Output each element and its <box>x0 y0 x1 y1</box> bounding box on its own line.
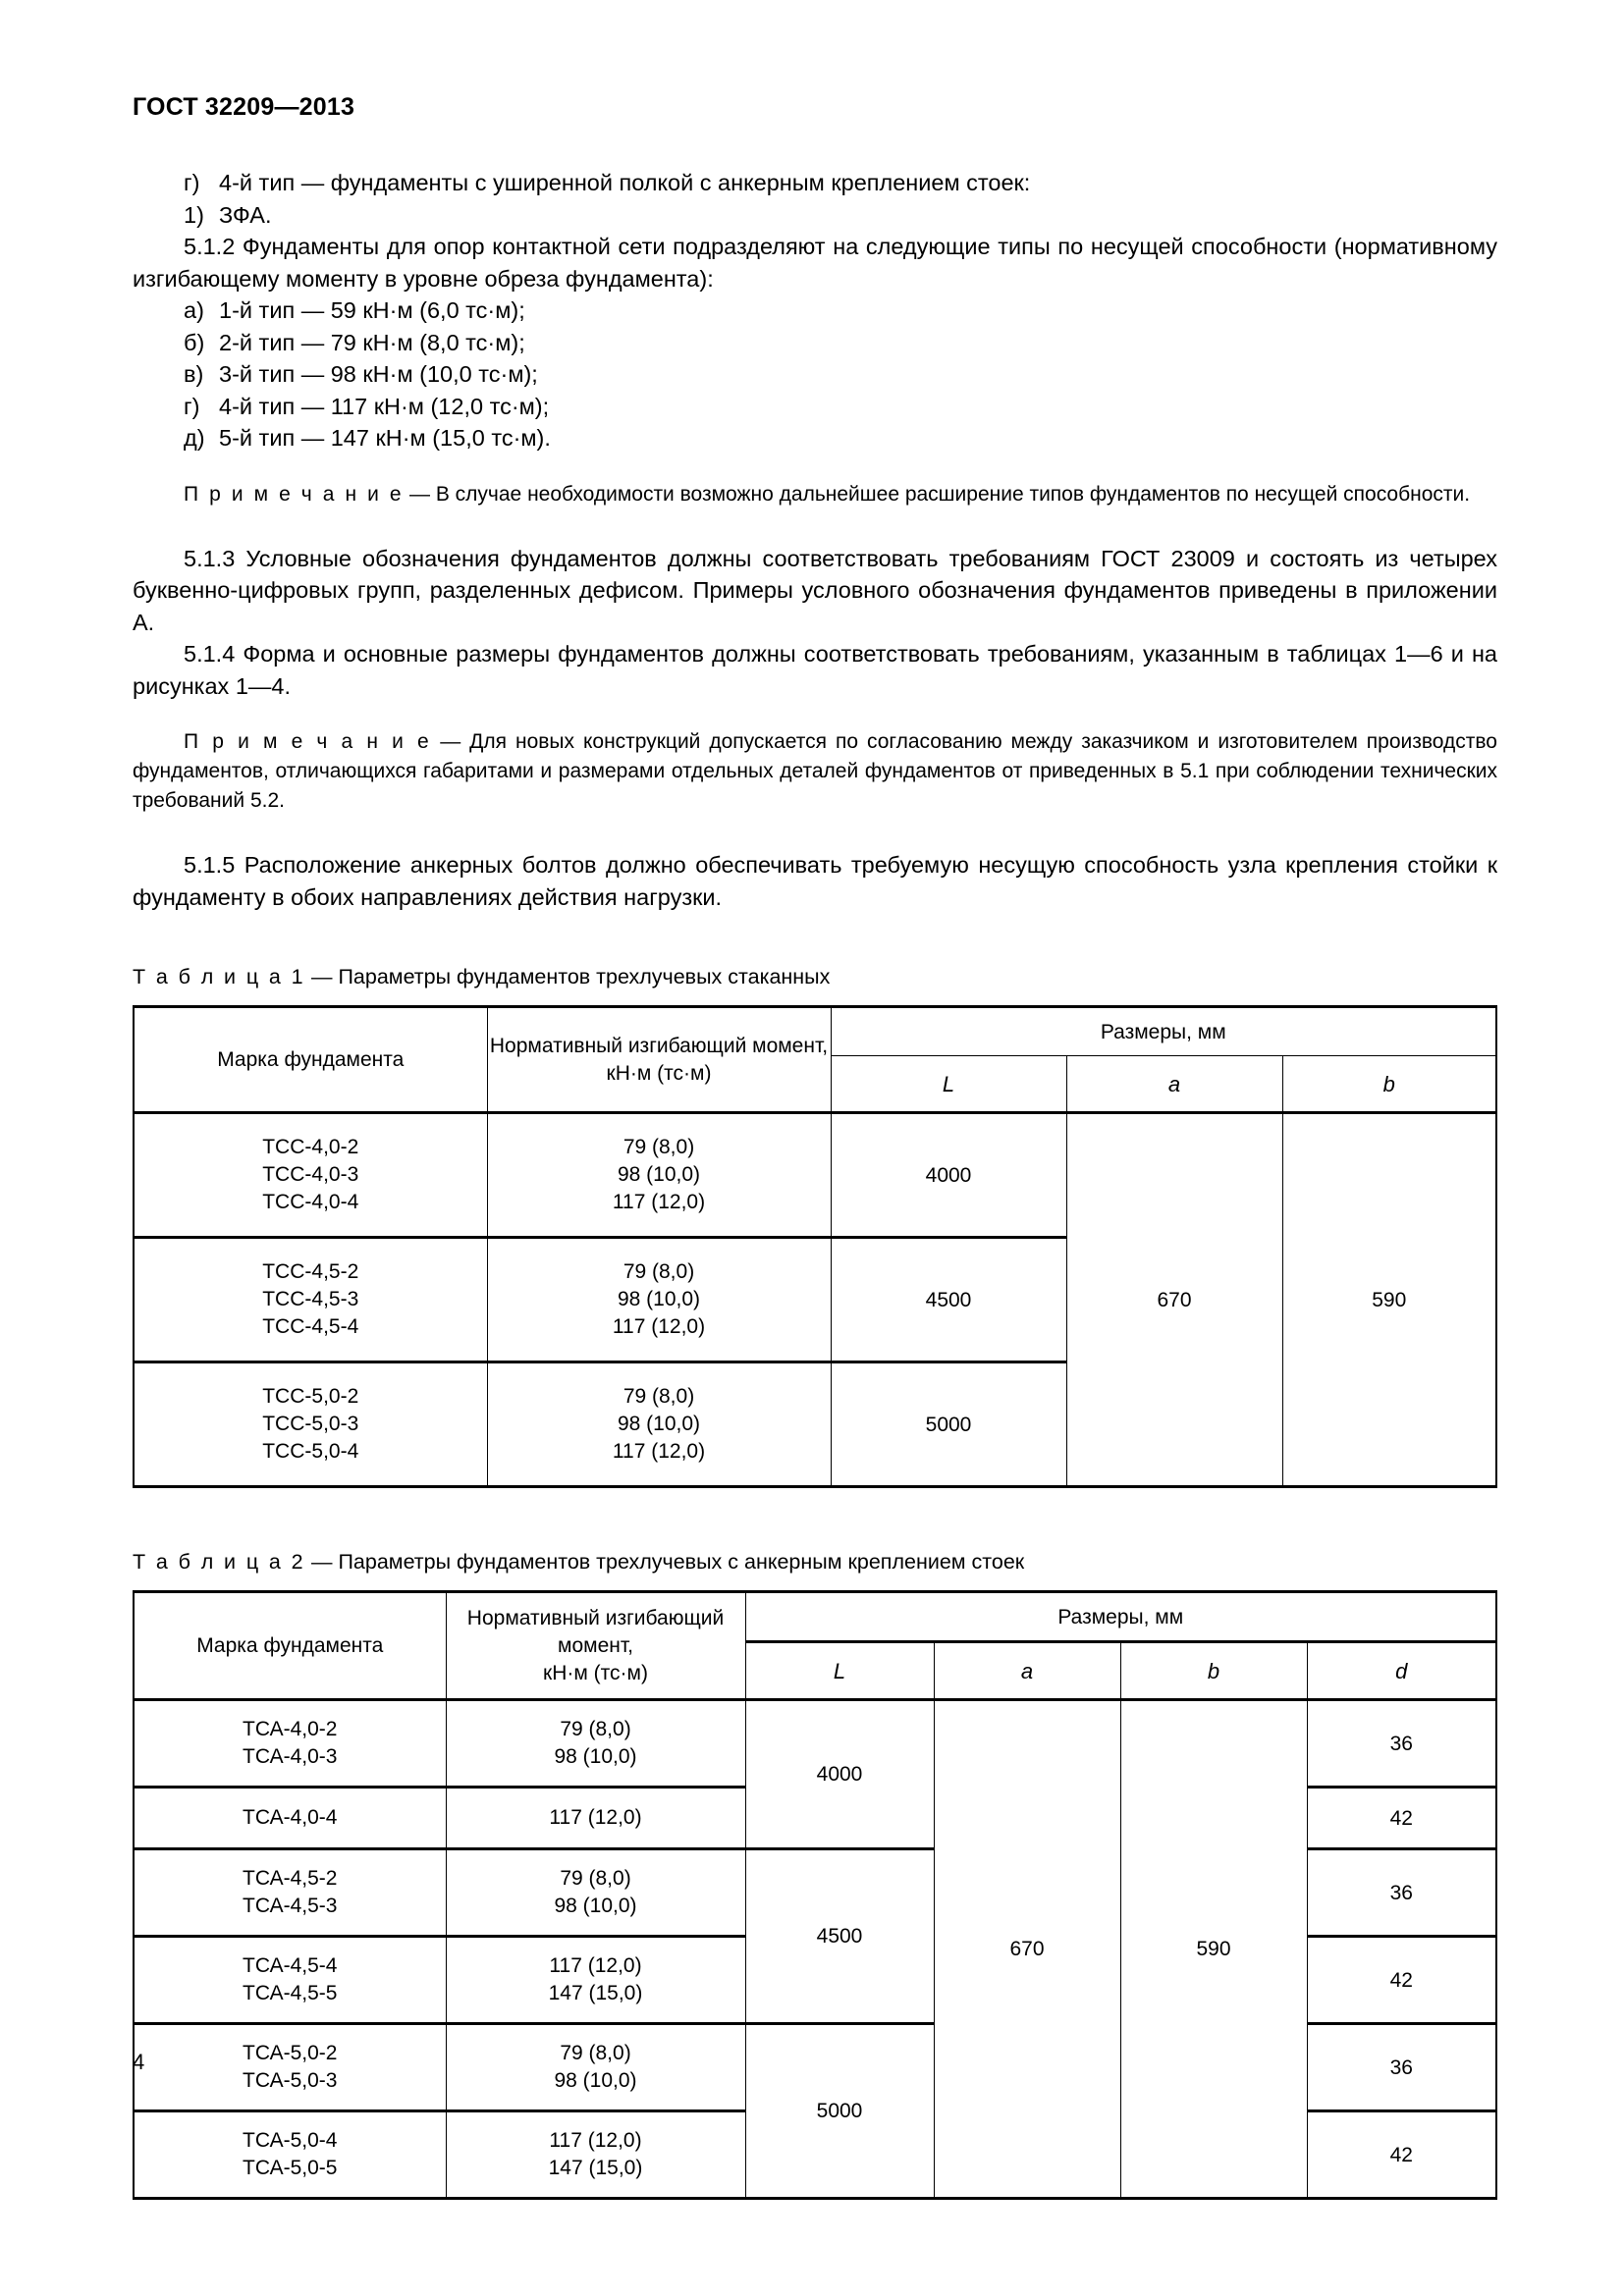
th-moment <box>446 1592 745 1700</box>
cell-moment <box>446 2111 745 2199</box>
list-marker: а) <box>184 297 204 323</box>
th-mark: Марка фундамента <box>134 1592 446 1700</box>
mark-line: ТСА-4,5-3 <box>243 1895 338 1917</box>
clause-5-1-2: 5.1.2 Фундаменты для опор контактной сети подразделяют на следующие типы по несущей способности (нормативному изгибающему моменту в уровне обреза фундамента): <box>133 234 1497 292</box>
mark-line: ТСА-5,0-5 <box>243 2157 338 2179</box>
list-item-text: 2-й тип — 79 кН·м (8,0 тс·м); <box>219 329 525 355</box>
cell-mark <box>134 1788 446 1849</box>
cell-mark <box>134 2111 446 2199</box>
cell-moment <box>446 1849 745 1937</box>
moment-line: 117 (12,0) <box>612 1315 706 1338</box>
list-marker: г) <box>184 170 200 195</box>
moment-line: 117 (12,0) <box>549 1806 642 1829</box>
table-1-label: Т а б л и ц а 1 <box>133 965 306 988</box>
spacer <box>133 816 1497 849</box>
moment-line: 98 (10,0) <box>617 1288 701 1310</box>
moment-line: 79 (8,0) <box>623 1385 695 1408</box>
cell-mark <box>134 1937 446 2024</box>
spacer <box>133 1488 1497 1522</box>
mark-line: ТСА-5,0-2 <box>243 2042 338 2064</box>
th-dim-d: d <box>1307 1642 1496 1700</box>
clause-5-1-3: 5.1.3 Условные обозначения фундаментов должны соответствовать требованиям ГОСТ 23009 и состоять из четырех буквенно-цифровых групп, разделенных дефисом. Примеры условного обозначения фундаментов приведены в приложении А. <box>133 545 1497 635</box>
list-item-text: ЗФА. <box>219 201 272 228</box>
table-1-title: — Параметры фундаментов трехлучевых стаканных <box>305 965 831 988</box>
list-item-text: 4-й тип — 117 кН·м (12,0 тс·м); <box>219 393 550 419</box>
list-item-type-v <box>133 358 1497 391</box>
table-2-label: Т а б л и ц а 2 <box>133 1550 306 1574</box>
list-item-type-d <box>133 422 1497 454</box>
list-item-text: 5-й тип — 147 кН·м (15,0 тс·м). <box>219 425 551 451</box>
th-dim-L: L <box>831 1056 1066 1113</box>
mark-line: ТСА-5,0-3 <box>243 2069 338 2092</box>
moment-line: 117 (12,0) <box>612 1191 706 1213</box>
list-item-type-g <box>133 391 1497 423</box>
mark-line: ТСА-5,0-4 <box>243 2129 338 2152</box>
th-moment-line-2: кН·м (тс·м) <box>606 1061 712 1085</box>
list-item-text: 1-й тип — 59 кН·м (6,0 тс·м); <box>219 297 525 323</box>
th-moment <box>487 1007 831 1113</box>
list-item-g <box>133 167 1497 199</box>
cell-dim-a: 670 <box>1066 1113 1282 1487</box>
moment-line: 79 (8,0) <box>623 1136 695 1158</box>
table-1 <box>133 1005 1497 1488</box>
cell-moment <box>487 1238 831 1362</box>
cell-moment <box>446 2024 745 2111</box>
table-row <box>134 1700 1496 1788</box>
cell-dim-d: 36 <box>1307 1700 1496 1788</box>
cell-mark <box>134 1113 487 1238</box>
cell-dim-b: 590 <box>1282 1113 1496 1487</box>
mark-line: ТСС-4,5-2 <box>262 1260 359 1283</box>
cell-dim-d: 42 <box>1307 1788 1496 1849</box>
table-row <box>134 1007 1496 1056</box>
cell-dim-L: 4500 <box>745 1849 934 2024</box>
spacer <box>133 702 1497 727</box>
th-dim-L: L <box>745 1642 934 1700</box>
moment-line: 79 (8,0) <box>560 1867 631 1890</box>
mark-line: ТСА-4,5-4 <box>243 1954 338 1977</box>
cell-dim-L: 5000 <box>831 1362 1066 1487</box>
list-item-type-b <box>133 327 1497 359</box>
cell-mark <box>134 1849 446 1937</box>
cell-dim-L: 4000 <box>745 1700 934 1849</box>
list-marker: б) <box>184 329 205 355</box>
note-2 <box>133 727 1497 816</box>
list-item-text: 3-й тип — 98 кН·м (10,0 тс·м); <box>219 361 538 387</box>
list-item-type-a <box>133 294 1497 327</box>
mark-line: ТСС-4,0-2 <box>262 1136 359 1158</box>
moment-line: 98 (10,0) <box>554 1745 637 1768</box>
note-1 <box>133 480 1497 509</box>
cell-dim-d: 42 <box>1307 2111 1496 2199</box>
table-2-title: — Параметры фундаментов трехлучевых с анкерным креплением стоек <box>305 1550 1025 1574</box>
moment-line: 98 (10,0) <box>554 2069 637 2092</box>
mark-line: ТСС-5,0-3 <box>262 1413 359 1435</box>
mark-line: ТСС-4,0-3 <box>262 1163 359 1186</box>
spacer <box>133 946 1497 962</box>
mark-line: ТСА-4,5-5 <box>243 1982 338 2004</box>
list-marker: 1) <box>184 201 204 228</box>
cell-dim-d: 42 <box>1307 1937 1496 2024</box>
cell-moment <box>446 1700 745 1788</box>
page-content <box>133 93 1497 2200</box>
document-standard-header: ГОСТ 32209—2013 <box>133 93 355 121</box>
cell-dim-d: 36 <box>1307 1849 1496 1937</box>
th-sizes: Размеры, мм <box>745 1592 1496 1642</box>
th-moment-line-1: Нормативный изгибающий момент, <box>489 1034 829 1057</box>
table-1-body <box>134 1113 1496 1487</box>
table-row <box>134 1592 1496 1642</box>
clause-5-1-4: 5.1.4 Форма и основные размеры фундаментов должны соответствовать требованиям, указанным в таблицах 1—6 и на рисунках 1—4. <box>133 641 1497 699</box>
table-2 <box>133 1590 1497 2200</box>
list-marker: д) <box>184 425 205 451</box>
moment-line: 79 (8,0) <box>560 1718 631 1740</box>
th-dim-b: b <box>1282 1056 1496 1113</box>
cell-moment <box>446 1788 745 1849</box>
th-moment-line-1: Нормативный изгибающий момент, <box>466 1606 725 1657</box>
moment-line: 147 (15,0) <box>548 1982 643 2004</box>
table-1-caption <box>133 962 1497 991</box>
mark-line: ТСА-4,5-2 <box>243 1867 338 1890</box>
mark-line: ТСА-4,0-3 <box>243 1745 338 1768</box>
moment-line: 79 (8,0) <box>560 2042 631 2064</box>
th-mark: Марка фундамента <box>134 1007 487 1113</box>
spacer <box>133 454 1497 480</box>
moment-line: 117 (12,0) <box>612 1440 706 1463</box>
mark-line: ТСС-4,0-4 <box>262 1191 359 1213</box>
th-dim-b: b <box>1120 1642 1307 1700</box>
table-1-head <box>134 1007 1496 1113</box>
table-2-caption <box>133 1547 1497 1576</box>
th-dim-a: a <box>934 1642 1120 1700</box>
page-number: 4 <box>133 2050 145 2074</box>
list-marker: в) <box>184 361 204 387</box>
cell-dim-L: 4500 <box>831 1238 1066 1362</box>
spacer <box>133 913 1497 946</box>
table-2-body <box>134 1700 1496 2199</box>
cell-dim-a: 670 <box>934 1700 1120 2199</box>
mark-line: ТСА-4,0-4 <box>243 1806 338 1829</box>
clause-5-1-5: 5.1.5 Расположение анкерных болтов должно обеспечивать требуемую несущую способность узла крепления стойки к фундаменту в обоих направлениях действия нагрузки. <box>133 852 1497 910</box>
cell-moment <box>446 1937 745 2024</box>
note-label: П р и м е ч а н и е <box>184 482 405 506</box>
moment-line: 98 (10,0) <box>617 1413 701 1435</box>
cell-moment <box>487 1362 831 1487</box>
cell-mark <box>134 1700 446 1788</box>
cell-dim-b: 590 <box>1120 1700 1307 2199</box>
cell-dim-L: 4000 <box>831 1113 1066 1238</box>
table-2-head <box>134 1592 1496 1700</box>
mark-line: ТСА-4,0-2 <box>243 1718 338 1740</box>
cell-dim-L: 5000 <box>745 2024 934 2199</box>
note-text: — Для новых конструкций допускается по согласованию между заказчиком и изготовителем производство фундаментов, отличающихся габаритами и размерами отдельных деталей фундаментов от приведенных в 5.1 при соблюдении технических требований 5.2. <box>133 730 1497 812</box>
note-text: — В случае необходимости возможно дальнейшее расширение типов фундаментов по несущей способности. <box>404 482 1471 506</box>
mark-line: ТСС-4,5-3 <box>262 1288 359 1310</box>
cell-moment <box>487 1113 831 1238</box>
cell-dim-d: 36 <box>1307 2024 1496 2111</box>
th-dim-a: a <box>1066 1056 1282 1113</box>
cell-mark <box>134 1238 487 1362</box>
moment-line: 147 (15,0) <box>548 2157 643 2179</box>
note-label: П р и м е ч а н и е <box>184 730 432 753</box>
cell-mark <box>134 1362 487 1487</box>
mark-line: ТСС-5,0-4 <box>262 1440 359 1463</box>
spacer <box>133 1522 1497 1547</box>
list-marker: г) <box>184 393 200 419</box>
moment-line: 79 (8,0) <box>623 1260 695 1283</box>
mark-line: ТСС-4,5-4 <box>262 1315 359 1338</box>
mark-line: ТСС-5,0-2 <box>262 1385 359 1408</box>
spacer <box>133 509 1497 543</box>
th-sizes: Размеры, мм <box>831 1007 1496 1056</box>
list-item-text: 4-й тип — фундаменты с уширенной полкой с анкерным креплением стоек: <box>219 170 1031 195</box>
th-moment-line-2: кН·м (тс·м) <box>543 1661 648 1684</box>
moment-line: 117 (12,0) <box>549 1954 642 1977</box>
moment-line: 98 (10,0) <box>554 1895 637 1917</box>
moment-line: 98 (10,0) <box>617 1163 701 1186</box>
table-row <box>134 1113 1496 1238</box>
cell-mark <box>134 2024 446 2111</box>
moment-line: 117 (12,0) <box>549 2129 642 2152</box>
list-item-1 <box>133 199 1497 232</box>
